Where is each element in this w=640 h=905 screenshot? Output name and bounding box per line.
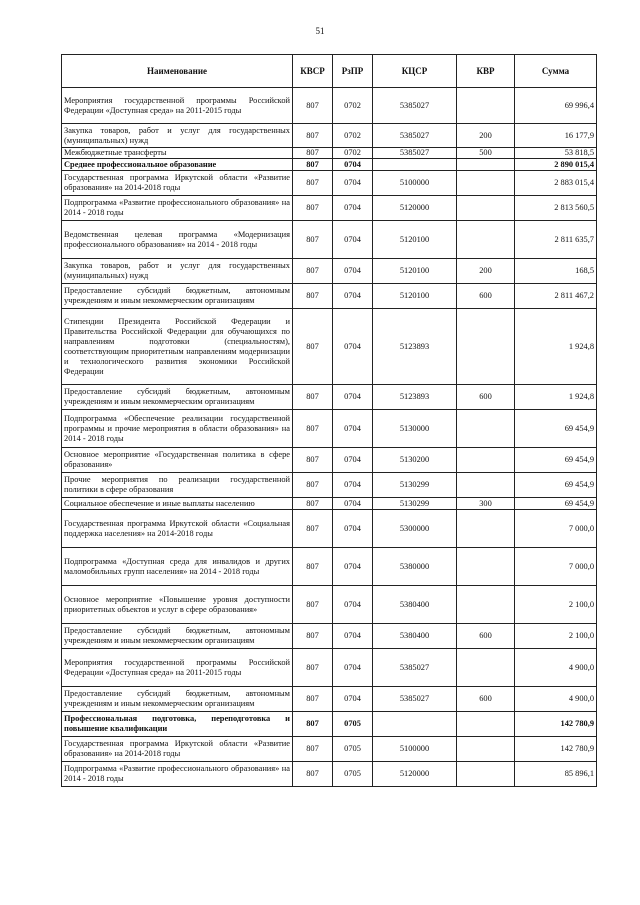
row-name: Межбюджетные трансферты xyxy=(62,148,293,159)
table-row xyxy=(62,159,597,171)
row-sum: 142 780,9 xyxy=(515,712,597,737)
row-sum: 2 811 467,2 xyxy=(515,284,597,309)
row-kvr xyxy=(457,586,515,624)
row-kvsr: 807 xyxy=(293,473,333,498)
row-sum: 69 454,9 xyxy=(515,410,597,448)
table-row xyxy=(62,385,597,410)
row-sum: 7 000,0 xyxy=(515,510,597,548)
row-rzpr: 0704 xyxy=(333,548,373,586)
row-kvr xyxy=(457,737,515,762)
row-name: Закупка товаров, работ и услуг для государственных (муниципальных) нужд xyxy=(62,124,293,148)
row-kvr xyxy=(457,712,515,737)
table-row xyxy=(62,510,597,548)
row-kvr: 300 xyxy=(457,498,515,510)
row-kcsr: 5380400 xyxy=(373,624,457,649)
row-kvr: 600 xyxy=(457,284,515,309)
row-rzpr: 0704 xyxy=(333,510,373,548)
table-row xyxy=(62,410,597,448)
row-kcsr xyxy=(373,712,457,737)
row-rzpr: 0704 xyxy=(333,687,373,712)
row-rzpr: 0705 xyxy=(333,737,373,762)
row-kcsr: 5120000 xyxy=(373,762,457,787)
row-sum: 2 100,0 xyxy=(515,586,597,624)
table-row xyxy=(62,624,597,649)
table-row xyxy=(62,712,597,737)
row-kcsr: 5380000 xyxy=(373,548,457,586)
row-sum: 7 000,0 xyxy=(515,548,597,586)
row-kvr xyxy=(457,410,515,448)
table-row xyxy=(62,586,597,624)
row-kvr xyxy=(457,548,515,586)
row-rzpr: 0704 xyxy=(333,473,373,498)
row-kvsr: 807 xyxy=(293,448,333,473)
row-kcsr: 5380400 xyxy=(373,586,457,624)
table-row xyxy=(62,762,597,787)
row-kvsr: 807 xyxy=(293,196,333,221)
row-kvr xyxy=(457,473,515,498)
row-kcsr: 5130299 xyxy=(373,498,457,510)
row-kcsr: 5300000 xyxy=(373,510,457,548)
row-kvsr: 807 xyxy=(293,498,333,510)
row-kvsr: 807 xyxy=(293,259,333,284)
row-sum: 1 924,8 xyxy=(515,309,597,385)
row-kvsr: 807 xyxy=(293,624,333,649)
row-kvr: 200 xyxy=(457,124,515,148)
row-sum: 4 900,0 xyxy=(515,687,597,712)
row-rzpr: 0702 xyxy=(333,148,373,159)
row-sum: 69 454,9 xyxy=(515,498,597,510)
row-kvsr: 807 xyxy=(293,712,333,737)
row-sum: 168,5 xyxy=(515,259,597,284)
row-kvsr: 807 xyxy=(293,762,333,787)
row-name: Подпрограмма «Доступная среда для инвалидов и других маломобильных групп населения» на 2014 - 2018 годы xyxy=(62,548,293,586)
table-row xyxy=(62,498,597,510)
row-sum: 2 100,0 xyxy=(515,624,597,649)
row-sum: 16 177,9 xyxy=(515,124,597,148)
row-kvr xyxy=(457,171,515,196)
row-kcsr: 5130299 xyxy=(373,473,457,498)
table-row xyxy=(62,473,597,498)
row-kvsr: 807 xyxy=(293,687,333,712)
row-name: Мероприятия государственной программы Российской Федерации «Доступная среда» на 2011-2015 годы xyxy=(62,649,293,687)
row-kvr xyxy=(457,196,515,221)
row-name: Предоставление субсидий бюджетным, автономным учреждениям и иным некоммерческим организациям xyxy=(62,284,293,309)
header-kvr: КВР xyxy=(457,55,515,88)
row-kvsr: 807 xyxy=(293,284,333,309)
row-name: Ведомственная целевая программа «Модернизация профессионального образования» на 2014 - 2018 годы xyxy=(62,221,293,259)
row-kvsr: 807 xyxy=(293,548,333,586)
row-name: Среднее профессиональное образование xyxy=(62,159,293,171)
row-rzpr: 0705 xyxy=(333,712,373,737)
row-kvr: 600 xyxy=(457,687,515,712)
row-rzpr: 0704 xyxy=(333,221,373,259)
row-sum: 142 780,9 xyxy=(515,737,597,762)
row-kvsr: 807 xyxy=(293,88,333,124)
row-kcsr: 5385027 xyxy=(373,88,457,124)
row-kcsr: 5123893 xyxy=(373,385,457,410)
row-sum: 4 900,0 xyxy=(515,649,597,687)
row-sum: 69 454,9 xyxy=(515,473,597,498)
row-name: Основное мероприятие «Государственная политика в сфере образования» xyxy=(62,448,293,473)
row-kcsr: 5385027 xyxy=(373,148,457,159)
table-row xyxy=(62,259,597,284)
row-kvsr: 807 xyxy=(293,510,333,548)
row-name: Профессиональная подготовка, переподготовка и повышение квалификации xyxy=(62,712,293,737)
row-kcsr: 5130200 xyxy=(373,448,457,473)
header-kcsr: КЦСР xyxy=(373,55,457,88)
row-name: Подпрограмма «Обеспечение реализации государственной программы и прочие мероприятия в области образования» на 2014 - 2018 годы xyxy=(62,410,293,448)
row-rzpr: 0704 xyxy=(333,448,373,473)
row-kvr xyxy=(457,221,515,259)
row-sum: 2 813 560,5 xyxy=(515,196,597,221)
row-kvsr: 807 xyxy=(293,737,333,762)
row-kcsr: 5120100 xyxy=(373,259,457,284)
row-rzpr: 0704 xyxy=(333,624,373,649)
row-kvr: 600 xyxy=(457,385,515,410)
row-kcsr: 5130000 xyxy=(373,410,457,448)
row-sum: 2 883 015,4 xyxy=(515,171,597,196)
table-row xyxy=(62,687,597,712)
row-rzpr: 0704 xyxy=(333,410,373,448)
row-rzpr: 0704 xyxy=(333,259,373,284)
row-sum: 2 890 015,4 xyxy=(515,159,597,171)
row-kvsr: 807 xyxy=(293,159,333,171)
row-kcsr: 5120100 xyxy=(373,284,457,309)
header-name: Наименование xyxy=(62,55,293,88)
row-kvr xyxy=(457,510,515,548)
table-header-row xyxy=(62,55,597,88)
table-row xyxy=(62,548,597,586)
row-kvr: 200 xyxy=(457,259,515,284)
table-row xyxy=(62,148,597,159)
row-kcsr: 5385027 xyxy=(373,687,457,712)
table-row xyxy=(62,448,597,473)
row-name: Подпрограмма «Развитие профессионального образования» на 2014 - 2018 годы xyxy=(62,762,293,787)
row-kvr xyxy=(457,88,515,124)
header-sum: Сумма xyxy=(515,55,597,88)
row-rzpr: 0704 xyxy=(333,649,373,687)
row-kvsr: 807 xyxy=(293,148,333,159)
row-name: Социальное обеспечение и иные выплаты населению xyxy=(62,498,293,510)
row-kcsr: 5120000 xyxy=(373,196,457,221)
row-rzpr: 0704 xyxy=(333,171,373,196)
row-kcsr: 5123893 xyxy=(373,309,457,385)
row-name: Стипендии Президента Российской Федерации и Правительства Российской Федерации для обучающихся по направлениям подготовки (специальностям), соответствующим приоритетным направлениям модернизации и технологического развития экономики Российской Федерации xyxy=(62,309,293,385)
row-kvsr: 807 xyxy=(293,385,333,410)
row-kcsr: 5100000 xyxy=(373,171,457,196)
row-kcsr: 5385027 xyxy=(373,649,457,687)
row-rzpr: 0704 xyxy=(333,284,373,309)
table-row xyxy=(62,221,597,259)
row-kcsr xyxy=(373,159,457,171)
row-kvsr: 807 xyxy=(293,410,333,448)
row-name: Основное мероприятие «Повышение уровня доступности приоритетных объектов и услуг в сфере образования» xyxy=(62,586,293,624)
table-row xyxy=(62,309,597,385)
row-kvr xyxy=(457,448,515,473)
row-name: Предоставление субсидий бюджетным, автономным учреждениям и иным некоммерческим организациям xyxy=(62,624,293,649)
table-row xyxy=(62,171,597,196)
row-kvsr: 807 xyxy=(293,124,333,148)
row-sum: 69 454,9 xyxy=(515,448,597,473)
table-row xyxy=(62,284,597,309)
row-name: Предоставление субсидий бюджетным, автономным учреждениям и иным некоммерческим организациям xyxy=(62,687,293,712)
row-kcsr: 5100000 xyxy=(373,737,457,762)
row-kcsr: 5120100 xyxy=(373,221,457,259)
row-rzpr: 0705 xyxy=(333,762,373,787)
row-name: Закупка товаров, работ и услуг для государственных (муниципальных) нужд xyxy=(62,259,293,284)
row-name: Государственная программа Иркутской области «Развитие образования» на 2014-2018 годы xyxy=(62,737,293,762)
table-row xyxy=(62,196,597,221)
row-name: Государственная программа Иркутской области «Развитие образования» на 2014-2018 годы xyxy=(62,171,293,196)
row-kvr xyxy=(457,159,515,171)
page-number: 51 xyxy=(315,26,325,36)
row-sum: 85 896,1 xyxy=(515,762,597,787)
row-kvsr: 807 xyxy=(293,221,333,259)
row-rzpr: 0704 xyxy=(333,498,373,510)
row-rzpr: 0704 xyxy=(333,586,373,624)
header-rzpr: РзПР xyxy=(333,55,373,88)
row-kvsr: 807 xyxy=(293,171,333,196)
row-name: Подпрограмма «Развитие профессионального образования» на 2014 - 2018 годы xyxy=(62,196,293,221)
row-name: Предоставление субсидий бюджетным, автономным учреждениям и иным некоммерческим организациям xyxy=(62,385,293,410)
row-kvr: 600 xyxy=(457,624,515,649)
row-kvr xyxy=(457,649,515,687)
row-rzpr: 0704 xyxy=(333,309,373,385)
row-name: Государственная программа Иркутской области «Социальная поддержка населения» на 2014-2018 годы xyxy=(62,510,293,548)
row-name: Прочие мероприятия по реализации государственной политики в сфере образования xyxy=(62,473,293,498)
table-row xyxy=(62,737,597,762)
row-kvsr: 807 xyxy=(293,586,333,624)
row-sum: 1 924,8 xyxy=(515,385,597,410)
row-kvsr: 807 xyxy=(293,309,333,385)
row-rzpr: 0702 xyxy=(333,88,373,124)
row-kvr xyxy=(457,309,515,385)
row-kvr: 500 xyxy=(457,148,515,159)
row-name: Мероприятия государственной программы Российской Федерации «Доступная среда» на 2011-2015 годы xyxy=(62,88,293,124)
row-sum: 53 818,5 xyxy=(515,148,597,159)
row-rzpr: 0704 xyxy=(333,196,373,221)
row-kvr xyxy=(457,762,515,787)
row-sum: 2 811 635,7 xyxy=(515,221,597,259)
row-kcsr: 5385027 xyxy=(373,124,457,148)
table-row xyxy=(62,649,597,687)
table-row xyxy=(62,88,597,124)
row-rzpr: 0704 xyxy=(333,159,373,171)
budget-table xyxy=(61,54,597,787)
row-kvsr: 807 xyxy=(293,649,333,687)
row-rzpr: 0702 xyxy=(333,124,373,148)
header-kvsr: КВСР xyxy=(293,55,333,88)
row-sum: 69 996,4 xyxy=(515,88,597,124)
table-row xyxy=(62,124,597,148)
row-rzpr: 0704 xyxy=(333,385,373,410)
